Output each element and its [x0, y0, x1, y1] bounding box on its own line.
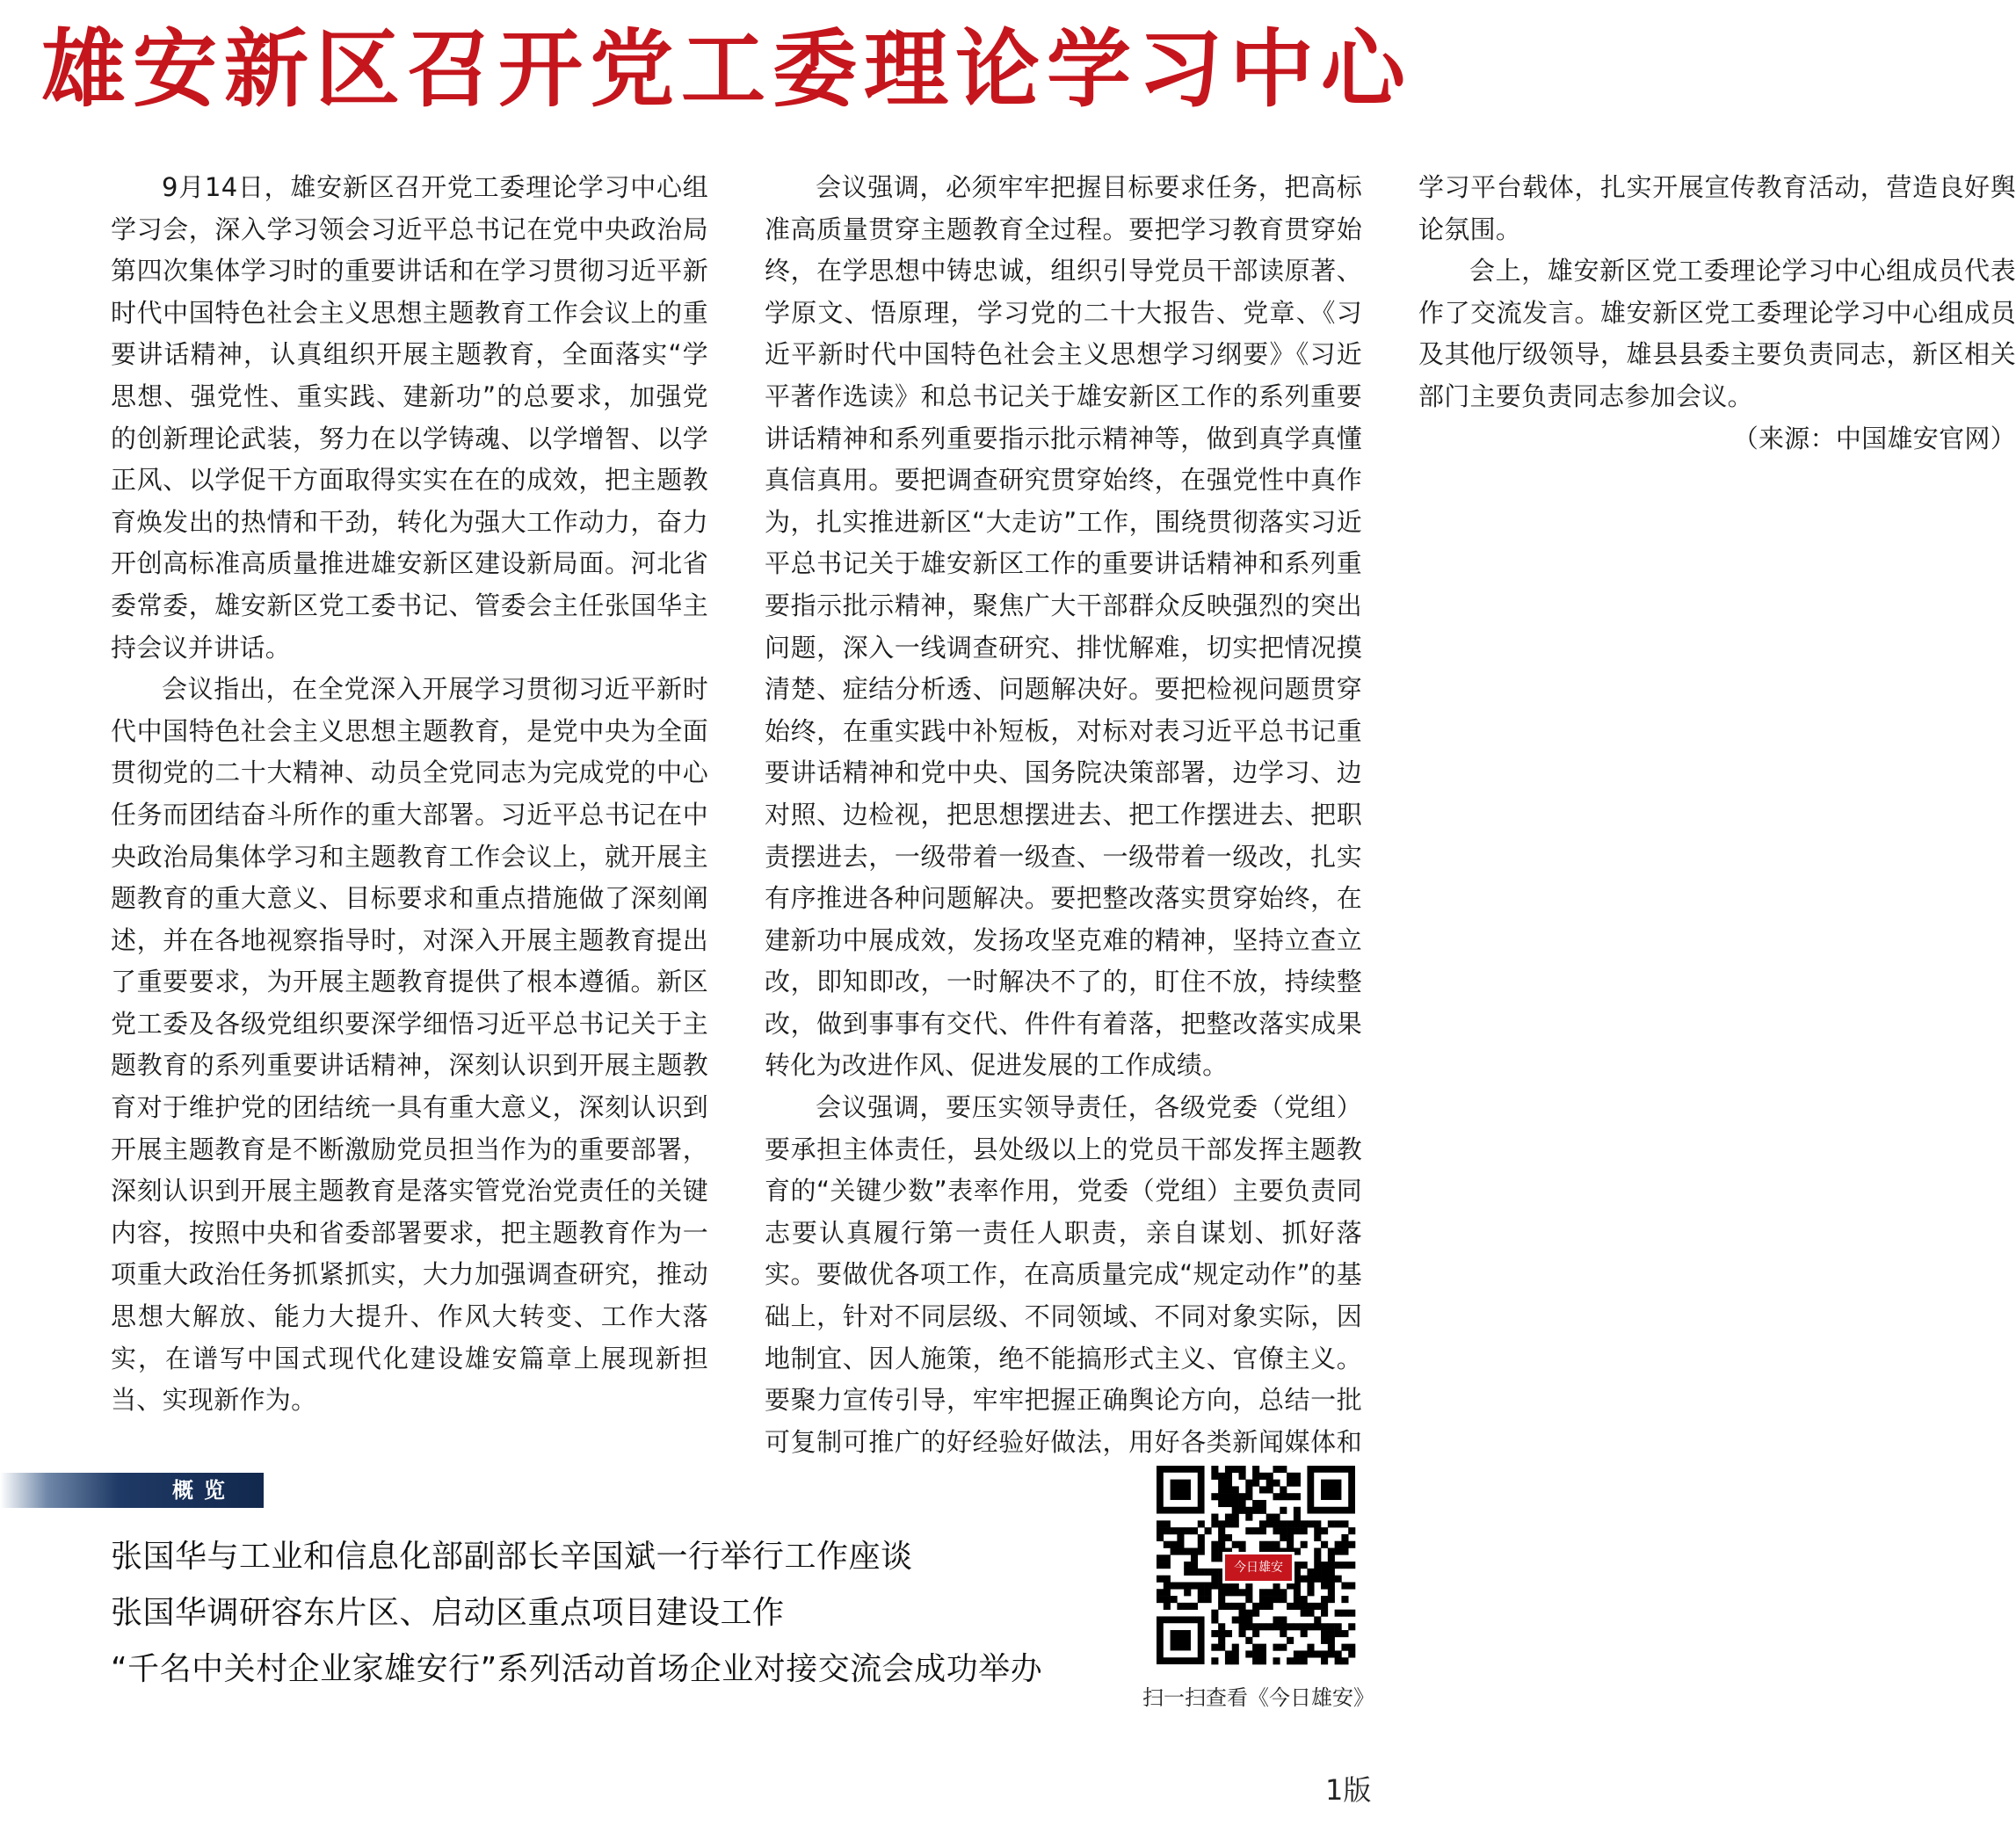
- article-source: （来源：中国雄安官网）: [1732, 423, 2016, 453]
- qr-code[interactable]: [1157, 1466, 1355, 1664]
- overview-headline-item[interactable]: 张国华与工业和信息化部副部长辛国斌一行举行工作座谈: [111, 1539, 913, 1575]
- article-paragraph: 9月14日，雄安新区召开党工委理论学习中心组学习会，深入学习领会习近平总书记在党中央政治局第四次集体学习时的重要讲话和在学习贯彻习近平新时代中国特色社会主义思想主题教育工作会议上的重要讲话精神，认真组织开展主题教育，全面落实“学思想、强党性、重实践、建新功”的总要求，加强党的创新理论武装，努力在以学铸魂、以学增智、以学正风、以学促干方面取得实实在在的成效，把主题教育焕发出的热情和干劲，转化为强大工作动力，奋力开创高标准高质量推进雄安新区建设新局面。河北省委常委，雄安新区党工委书记、管委会主任张国华主持会议并讲话。: [111, 172, 708, 663]
- overview-headline-item[interactable]: “千名中关村企业家雄安行”系列活动首场企业对接交流会成功举办: [111, 1651, 1043, 1687]
- article-paragraph: 会议强调，要压实领导责任，各级党委（党组）要承担主体责任，县处级以上的党员干部发挥主题教育的“关键少数”表率作用，党委（党组）主要负责同志要认真履行第一责任人职责，亲自谋划、抓好落实。要做优各项工作，在高质量完成“规定动作”的基础上，针对不同层级、不同领域、不同对象实际，因地制宜、因人施策，绝不能搞形式主义、官僚主义。要聚力宣传引导，牢牢把握正确舆论方向，总结一批可复制可推广的好经验好做法，用好各类新闻媒体和学习平台载体，扎实开展宣传教育活动，营造良好舆论氛围。: [765, 172, 2016, 1457]
- article-paragraph: 会议强调，必须牢牢把握目标要求任务，把高标准高质量贯穿主题教育全过程。要把学习教育贯穿始终，在学思想中铸忠诚，组织引导党员干部读原著、学原文、悟原理，学习党的二十大报告、党章、《习近平新时代中国特色社会主义思想学习纲要》《习近平著作选读》和总书记关于雄安新区工作的系列重要讲话精神和系列重要指示批示精神等，做到真学真懂真信真用。要把调查研究贯穿始终，在强党性中真作为，扎实推进新区“大走访”工作，围绕贯彻落实习近平总书记关于雄安新区工作的重要讲话精神和系列重要指示批示精神，聚焦广大干部群众反映强烈的突出问题，深入一线调查研究、排忧解难，切实把情况摸清楚、症结分析透、问题解决好。要把检视问题贯穿始终，在重实践中补短板，对标对表习近平总书记重要讲话精神和党中央、国务院决策部署，边学习、边对照、边检视，把思想摆进去、把工作摆进去、把职责摆进去，一级带着一级查、一级带着一级改，扎实有序推进各种问题解决。要把整改落实贯穿始终，在建新功中展成效，发扬攻坚克难的精神，坚持立查立改，即知即改，一时解决不了的，盯住不放，持续整改，做到事事有交代、件件有着落，把整改落实成果转化为改进作风、促进发展的工作成绩。: [765, 172, 1362, 1081]
- overview-headline-list: [111, 1536, 1113, 1705]
- overview-label: 概览: [172, 1478, 236, 1503]
- qr-logo: 今日雄安: [1222, 1552, 1294, 1583]
- article-body: [111, 167, 2016, 1467]
- overview-headline-item[interactable]: 张国华调研容东片区、启动区重点项目建设工作: [111, 1595, 785, 1631]
- headline: 雄安新区召开党工委理论学习中心: [41, 19, 1412, 119]
- article-paragraph: 会上，雄安新区党工委理论学习中心组成员代表作了交流发言。雄安新区党工委理论学习中心组成员及其他厅级领导，雄县县委主要负责同志，新区相关部门主要负责同志参加会议。: [1418, 256, 2016, 411]
- article-paragraph: 会议指出，在全党深入开展学习贯彻习近平新时代中国特色社会主义思想主题教育，是党中央为全面贯彻党的二十大精神、动员全党同志为完成党的中心任务而团结奋斗所作的重大部署。习近平总书记在中央政治局集体学习和主题教育工作会议上，就开展主题教育的重大意义、目标要求和重点措施做了深刻阐述，并在各地视察指导时，对深入开展主题教育提出了重要要求，为开展主题教育提供了根本遵循。新区党工委及各级党组织要深学细悟习近平总书记关于主题教育的系列重要讲话精神，深刻认识到开展主题教育对于维护党的团结统一具有重大意义，深刻认识到开展主题教育是不断激励党员担当作为的重要部署，深刻认识到开展主题教育是落实管党治党责任的关键内容，按照中央和省委部署要求，把主题教育作为一项重大政治任务抓紧抓实，大力加强调查研究，推动思想大解放、能力大提升、作风大转变、工作大落实，在谱写中国式现代化建设雄安篇章上展现新担当、实现新作为。: [111, 674, 708, 1416]
- page-number: 1版: [1325, 1773, 1372, 1807]
- qr-caption: 扫一扫查看《今日雄安》: [1142, 1685, 1374, 1710]
- overview-section-bar: [0, 1473, 264, 1508]
